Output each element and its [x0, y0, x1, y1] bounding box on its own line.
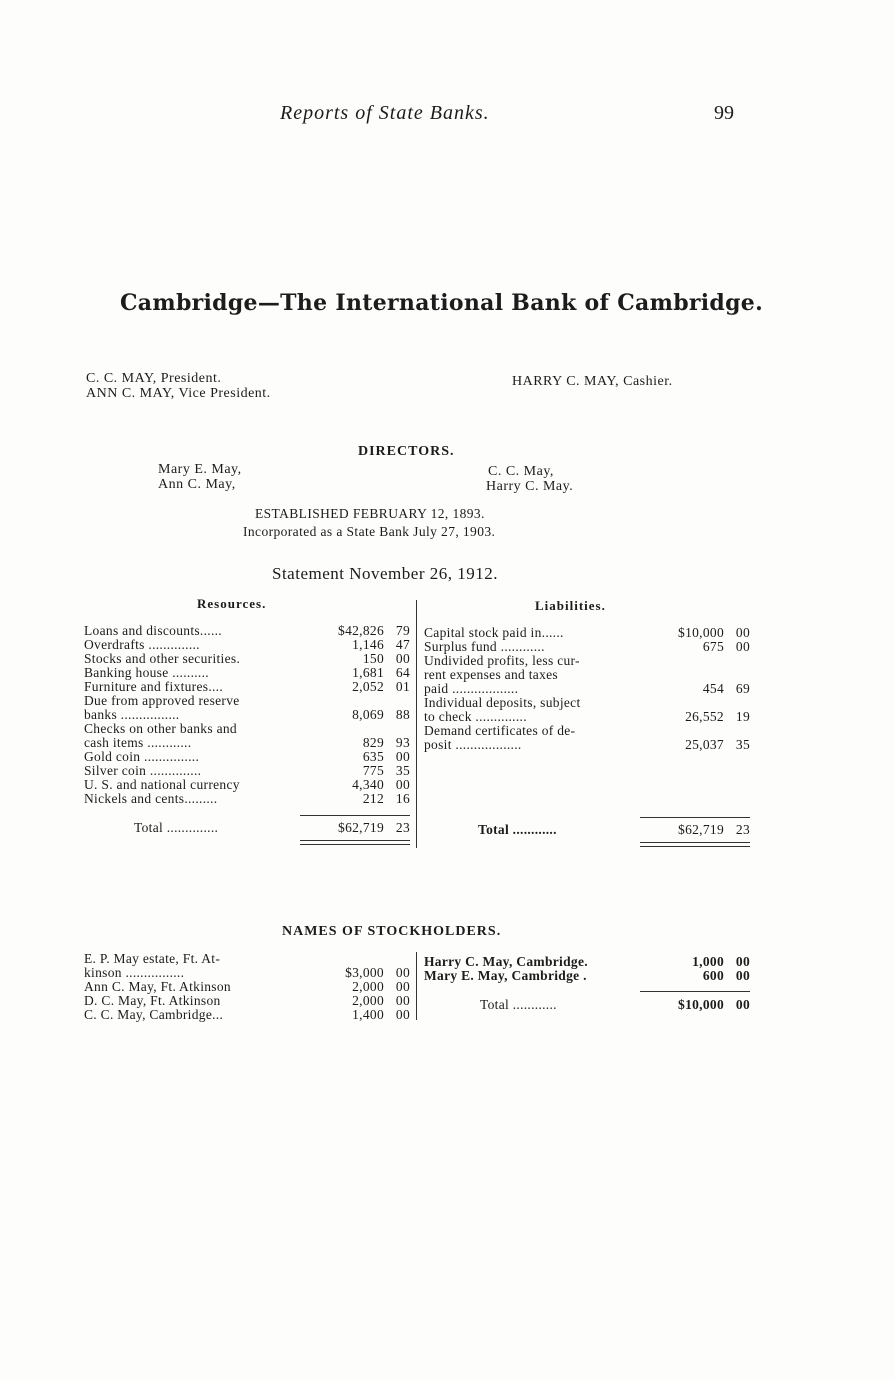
stockholder-left-cents: 00 [395, 979, 410, 994]
stockholders-total-row [424, 998, 750, 1012]
resource-row [84, 652, 412, 666]
resources-total-cents: 23 [395, 820, 410, 835]
stockholder-left-label: kinson ................ [84, 966, 185, 980]
stockholders-total-cents: 00 [735, 997, 750, 1012]
liability-label: posit .................. [424, 738, 522, 752]
resource-label: Stocks and other securities. [84, 652, 241, 666]
stockholder-right-amount: 1,000 [692, 954, 724, 969]
resource-row [84, 624, 412, 638]
resources-table [84, 624, 412, 806]
liability-amount: 675 [702, 639, 724, 654]
stockholder-right-label: Harry C. May, Cambridge. [424, 955, 588, 969]
liability-row [424, 682, 750, 696]
resource-row [84, 792, 412, 806]
resource-label: Gold coin ............... [84, 750, 200, 764]
liability-row [424, 710, 750, 724]
resource-amount: 829 [362, 735, 384, 750]
stockholder-right-label: Mary E. May, Cambridge . [424, 969, 587, 983]
resource-label: banks ................ [84, 708, 180, 722]
resource-row [84, 764, 412, 778]
officer-president: C. C. MAY, President. [86, 371, 222, 386]
resource-cents: 00 [395, 749, 410, 764]
stockholders-total-label: Total ............ [480, 998, 557, 1012]
resources-total-rule [300, 815, 410, 816]
liabilities-total-cents: 23 [735, 822, 750, 837]
resources-total-amount: $62,719 [338, 820, 384, 835]
liability-row [424, 668, 750, 682]
resource-amount: 1,146 [352, 637, 384, 652]
liability-label: Capital stock paid in...... [424, 626, 564, 640]
resource-cents: 47 [395, 637, 410, 652]
liability-label: Surplus fund ............ [424, 640, 545, 654]
resources-double-rule-2 [300, 844, 410, 845]
resource-row [84, 722, 412, 736]
resource-row [84, 736, 412, 750]
stockholder-right-row [424, 955, 750, 969]
liability-cents: 00 [735, 639, 750, 654]
stockholder-right-cents: 00 [735, 954, 750, 969]
resource-amount: 775 [362, 763, 384, 778]
bank-title: Cambridge—The International Bank of Cambridge. [120, 290, 764, 316]
liability-row [424, 626, 750, 640]
liabilities-table [424, 626, 750, 752]
officer-cashier: HARRY C. MAY, Cashier. [512, 374, 673, 389]
stockholders-divider [416, 952, 417, 1020]
liability-cents: 35 [735, 737, 750, 752]
liability-amount: $10,000 [678, 625, 724, 640]
liabilities-total-rule [640, 817, 750, 818]
resource-cents: 00 [395, 777, 410, 792]
resource-cents: 16 [395, 791, 410, 806]
stockholder-left-cents: 00 [395, 1007, 410, 1022]
resources-total-label: Total .............. [134, 821, 219, 835]
officer-vice-president: ANN C. MAY, Vice President. [86, 386, 271, 401]
resource-row [84, 708, 412, 722]
resource-cents: 64 [395, 665, 410, 680]
liabilities-heading: Liabilities. [535, 598, 606, 613]
resource-amount: 212 [362, 791, 384, 806]
stockholders-heading: NAMES OF STOCKHOLDERS. [282, 924, 502, 939]
liability-label: Individual deposits, subject [424, 696, 581, 710]
resources-heading: Resources. [197, 596, 267, 611]
stockholder-right-cents: 00 [735, 968, 750, 983]
liability-row [424, 654, 750, 668]
incorporated-line: Incorporated as a State Bank July 27, 1903. [243, 524, 496, 539]
liability-label: paid .................. [424, 682, 519, 696]
stockholder-left-label: C. C. May, Cambridge... [84, 1008, 224, 1022]
liability-amount: 26,552 [685, 709, 724, 724]
stockholder-left-amount: 1,400 [352, 1007, 384, 1022]
statement-title: Statement November 26, 1912. [272, 564, 498, 583]
director-left-1: Mary E. May, [158, 462, 242, 477]
resource-amount: 8,069 [352, 707, 384, 722]
liability-row [424, 724, 750, 738]
liability-amount: 454 [702, 681, 724, 696]
resources-total-row [84, 821, 412, 835]
director-right-2: Harry C. May. [486, 479, 574, 494]
stockholders-left-table [84, 952, 412, 1022]
resource-cents: 88 [395, 707, 410, 722]
resource-row [84, 750, 412, 764]
stockholder-left-label: D. C. May, Ft. Atkinson [84, 994, 221, 1008]
resource-row [84, 666, 412, 680]
resource-cents: 93 [395, 735, 410, 750]
stockholder-left-row [84, 980, 412, 994]
resource-cents: 79 [395, 623, 410, 638]
stockholder-left-row [84, 994, 412, 1008]
established-line: ESTABLISHED FEBRUARY 12, 1893. [255, 506, 485, 521]
resource-label: Overdrafts .............. [84, 638, 200, 652]
director-right-1: C. C. May, [488, 464, 554, 479]
liabilities-total-amount: $62,719 [678, 822, 724, 837]
resource-row [84, 680, 412, 694]
resources-double-rule-1 [300, 840, 410, 841]
resource-amount: 4,340 [352, 777, 384, 792]
stockholder-left-row [84, 1008, 412, 1022]
resource-label: Loans and discounts...... [84, 624, 222, 638]
resource-label: Checks on other banks and [84, 722, 237, 736]
stockholder-left-row [84, 952, 412, 966]
liability-cents: 69 [735, 681, 750, 696]
stockholder-left-amount: $3,000 [345, 965, 384, 980]
resource-row [84, 638, 412, 652]
liabilities-double-rule-1 [640, 842, 750, 843]
liability-label: to check .............. [424, 710, 527, 724]
stockholder-left-cents: 00 [395, 993, 410, 1008]
liability-label: Undivided profits, less cur- [424, 654, 580, 668]
resource-cents: 00 [395, 651, 410, 666]
liability-row [424, 738, 750, 752]
stockholders-total-rule [640, 991, 750, 992]
running-title: Reports of State Banks. [280, 102, 490, 124]
liability-label: Demand certificates of de- [424, 724, 576, 738]
resource-amount: 635 [362, 749, 384, 764]
liability-row [424, 696, 750, 710]
resource-label: Nickels and cents......... [84, 792, 218, 806]
resource-amount: 2,052 [352, 679, 384, 694]
resource-label: Due from approved reserve [84, 694, 240, 708]
stockholders-total-amount: $10,000 [678, 997, 724, 1012]
resource-label: U. S. and national currency [84, 778, 240, 792]
resource-amount: $42,826 [338, 623, 384, 638]
resource-label: Silver coin .............. [84, 764, 202, 778]
resource-label: Banking house .......... [84, 666, 209, 680]
stockholders-right-table [424, 955, 750, 983]
liability-amount: 25,037 [685, 737, 724, 752]
directors-heading: DIRECTORS. [358, 444, 455, 459]
resource-label: Furniture and fixtures.... [84, 680, 224, 694]
resource-cents: 01 [395, 679, 410, 694]
resource-amount: 150 [362, 651, 384, 666]
resource-amount: 1,681 [352, 665, 384, 680]
stockholder-left-label: Ann C. May, Ft. Atkinson [84, 980, 231, 994]
stockholder-left-amount: 2,000 [352, 993, 384, 1008]
liabilities-total-label: Total ............ [478, 823, 557, 837]
column-divider [416, 600, 417, 848]
page-number: 99 [714, 102, 734, 124]
stockholder-left-row [84, 966, 412, 980]
resource-label: cash items ............ [84, 736, 192, 750]
liability-cents: 00 [735, 625, 750, 640]
stockholder-right-row [424, 969, 750, 983]
resource-row [84, 778, 412, 792]
resource-row [84, 694, 412, 708]
director-left-2: Ann C. May, [158, 477, 236, 492]
liabilities-total-row [424, 823, 750, 837]
liability-row [424, 640, 750, 654]
liability-label: rent expenses and taxes [424, 668, 558, 682]
stockholder-right-amount: 600 [702, 968, 724, 983]
liabilities-double-rule-2 [640, 846, 750, 847]
resource-cents: 35 [395, 763, 410, 778]
stockholder-left-cents: 00 [395, 965, 410, 980]
stockholder-left-amount: 2,000 [352, 979, 384, 994]
stockholder-left-label: E. P. May estate, Ft. At- [84, 952, 221, 966]
liability-cents: 19 [735, 709, 750, 724]
